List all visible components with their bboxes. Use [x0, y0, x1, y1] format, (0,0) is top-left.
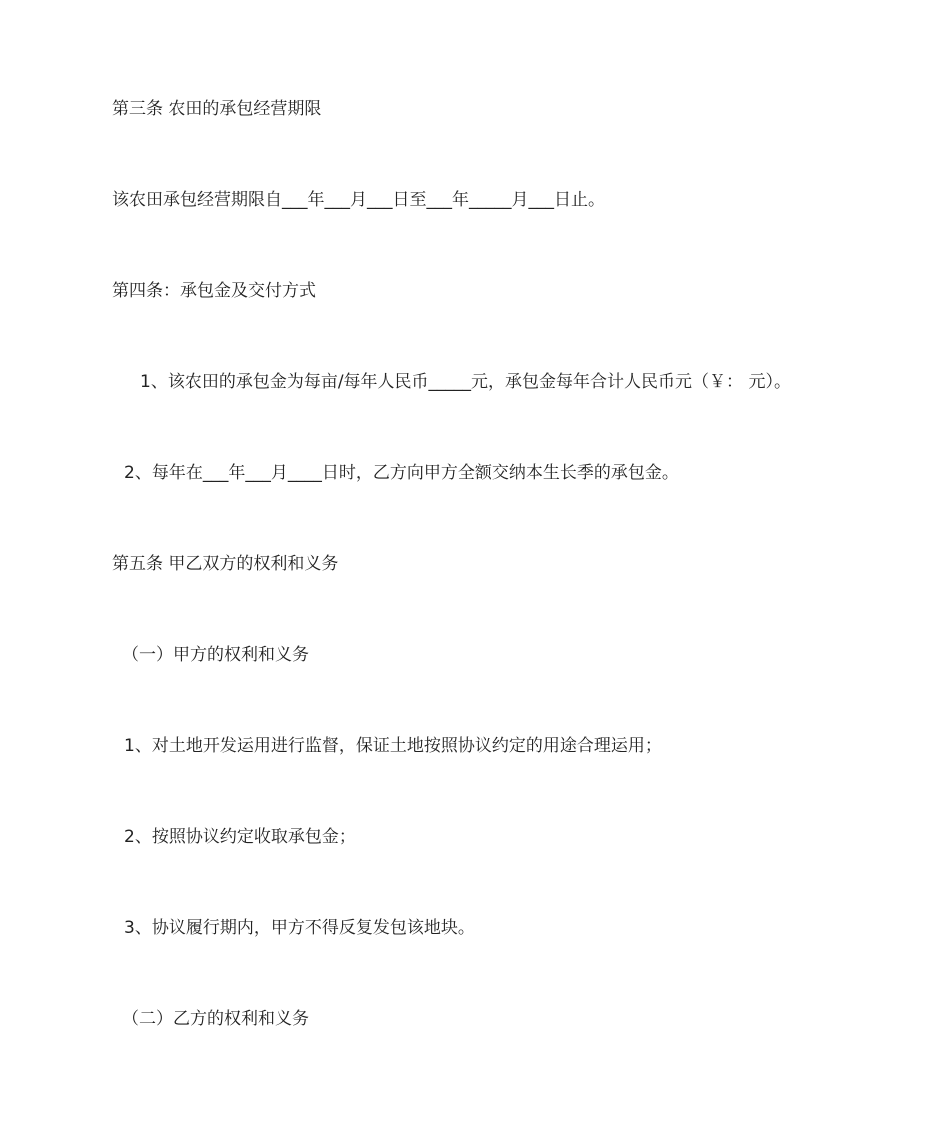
party-a-rights-heading: （一）甲方的权利和义务: [122, 645, 309, 665]
article-4-heading: 第四条：承包金及交付方式: [112, 281, 316, 301]
party-b-rights-heading: （二）乙方的权利和义务: [122, 1009, 309, 1029]
article-3-heading: 第三条 农田的承包经营期限: [112, 99, 322, 119]
rent-amount-clause: 1、该农田的承包金为每亩/每年人民币_____元，承包金每年合计人民币元（￥： 元）。: [140, 372, 791, 392]
contract-term-clause: 该农田承包经营期限自___年___月___日至___年_____月___日止。: [112, 190, 605, 210]
party-a-right-1: 1、对土地开发运用进行监督，保证土地按照协议约定的用途合理运用；: [124, 736, 662, 756]
party-a-right-3: 3、协议履行期内，甲方不得反复发包该地块。: [124, 918, 475, 938]
party-a-right-2: 2、按照协议约定收取承包金；: [124, 827, 356, 847]
rent-payment-clause: 2、每年在___年___月____日时，乙方向甲方全额交纳本生长季的承包金。: [124, 463, 679, 483]
article-5-heading: 第五条 甲乙双方的权利和义务: [112, 554, 339, 574]
